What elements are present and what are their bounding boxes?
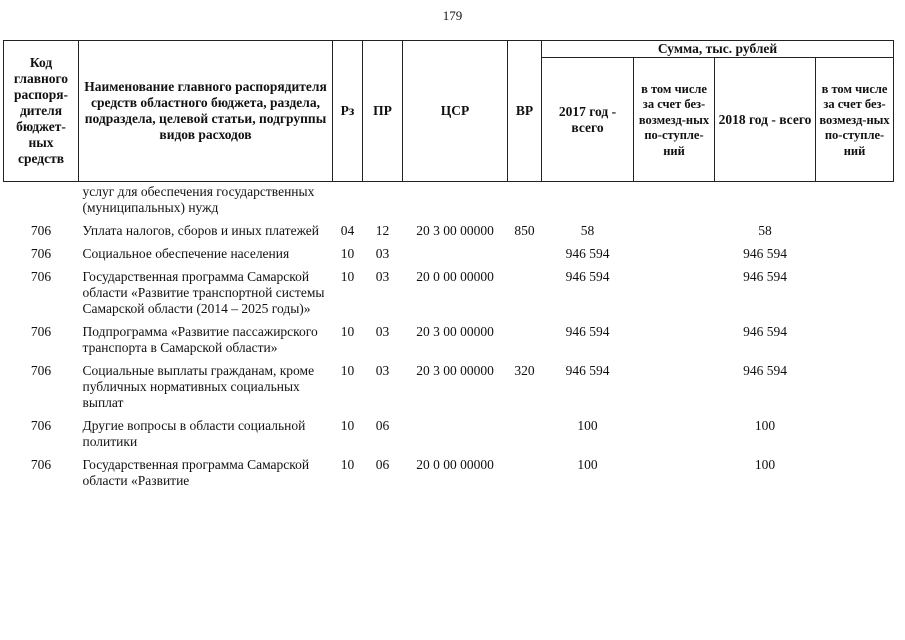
cell-vr: 320 [514,363,535,378]
cell-code [4,182,79,224]
cell-code: 706 [30,363,52,378]
cell-2017-total: 58 [580,223,595,238]
header-csr: ЦСР [403,41,508,182]
cell-vr [508,246,542,269]
cell-rz: 10 [340,457,355,472]
cell-rz: 10 [340,324,355,339]
cell-2018-gratis [816,324,894,363]
cell-2017-gratis [634,246,715,269]
cell-name: Подпрограмма «Развитие пассажирского транспорта в Самарской области» [82,324,318,355]
cell-2017-total: 100 [577,418,598,433]
cell-vr: 850 [514,223,535,238]
header-pr: ПР [363,41,403,182]
cell-2018-total: 100 [754,418,776,433]
header-name: Наименование главного распорядителя средств областного бюджета, раздела, подраздела, целевой статьи, подгруппы видов расходов [79,41,333,182]
cell-code: 706 [30,246,52,261]
cell-rz: 10 [340,363,355,378]
cell-csr [403,246,508,269]
table-row [4,418,894,457]
table-row [4,246,894,269]
cell-vr [508,457,542,496]
page-number: 179 [442,8,463,23]
cell-rz: 10 [340,269,355,284]
cell-name: Уплата налогов, сборов и иных платежей [82,223,319,238]
cell-2017-gratis [634,418,715,457]
cell-rz: 10 [340,246,355,261]
cell-name: Другие вопросы в области социальной политики [82,418,306,449]
cell-2018-total [715,182,816,224]
header-2018-total: 2018 год - всего [715,58,816,182]
table-row [4,457,894,496]
cell-csr: 20 0 00 00000 [416,457,494,472]
cell-vr [508,182,542,224]
cell-2017-gratis [634,182,715,224]
cell-2017-gratis [634,457,715,496]
cell-2017-total [542,182,634,224]
cell-csr: 20 3 00 00000 [416,363,494,378]
cell-rz [333,182,363,224]
header-rz: Рз [333,41,363,182]
cell-2018-total: 100 [754,457,776,472]
cell-pr: 06 [375,418,390,433]
table-row [4,223,894,246]
cell-2018-gratis [816,418,894,457]
table-body [4,182,894,497]
table-header [4,41,894,182]
cell-2018-total: 946 594 [743,269,787,284]
header-sum-group: Сумма, тыс. рублей [542,41,894,58]
cell-csr: 20 3 00 00000 [416,223,494,238]
cell-2018-gratis [816,363,894,418]
cell-pr: 03 [375,363,390,378]
header-code: Код главного распоря-дителя бюджет-ных средств [4,41,79,182]
cell-name: Государственная программа Самарской области «Развитие [82,457,310,488]
header-2017-gratis: в том числе за счет без-возмезд-ных по-ступле-ний [634,58,715,182]
cell-2018-total: 946 594 [743,363,787,378]
cell-name: Государственная программа Самарской области «Развитие транспортной системы Самарской области (2014 – 2025 годы)» [82,269,325,316]
cell-code: 706 [30,223,52,238]
cell-code: 706 [30,457,52,472]
cell-2018-gratis [816,223,894,246]
cell-csr: 20 3 00 00000 [416,324,494,339]
cell-2018-total: 946 594 [743,246,787,261]
cell-csr [403,182,508,224]
cell-name: Социальные выплаты гражданам, кроме публичных нормативных социальных выплат [82,363,315,410]
cell-2017-gratis [634,363,715,418]
table-row [4,182,894,224]
cell-vr [508,269,542,324]
cell-rz: 04 [340,223,355,238]
cell-pr [363,182,403,224]
table-row [4,269,894,324]
cell-2017-gratis [634,324,715,363]
cell-2018-gratis [816,269,894,324]
cell-2018-gratis [816,457,894,496]
table-row [4,363,894,418]
cell-pr: 03 [375,324,390,339]
cell-code: 706 [30,324,52,339]
cell-code: 706 [30,418,52,433]
cell-csr: 20 0 00 00000 [416,269,494,284]
table-row [4,324,894,363]
cell-2018-total: 58 [758,223,772,238]
cell-2017-total: 946 594 [565,324,610,339]
cell-2018-gratis [816,182,894,224]
cell-2017-gratis [634,223,715,246]
cell-2017-total: 946 594 [565,246,610,261]
cell-2017-total: 946 594 [565,363,610,378]
cell-pr: 12 [375,223,390,238]
cell-pr: 03 [375,246,390,261]
cell-vr [508,324,542,363]
cell-2018-gratis [816,246,894,269]
cell-2017-total: 946 594 [565,269,610,284]
cell-name: Социальное обеспечение населения [82,246,290,261]
cell-2017-total: 100 [577,457,598,472]
cell-code: 706 [30,269,52,284]
cell-name: услуг для обеспечения государственных (муниципальных) нужд [82,184,315,215]
header-2018-gratis: в том числе за счет без-возмезд-ных по-ступле-ний [816,58,894,182]
cell-csr [403,418,508,457]
cell-pr: 06 [375,457,390,472]
cell-vr [508,418,542,457]
cell-2017-gratis [634,269,715,324]
budget-table [3,40,894,496]
cell-pr: 03 [375,269,390,284]
cell-rz: 10 [340,418,355,433]
header-2017-total: 2017 год - всего [542,58,634,182]
cell-2018-total: 946 594 [743,324,787,339]
header-vr: ВР [508,41,542,182]
